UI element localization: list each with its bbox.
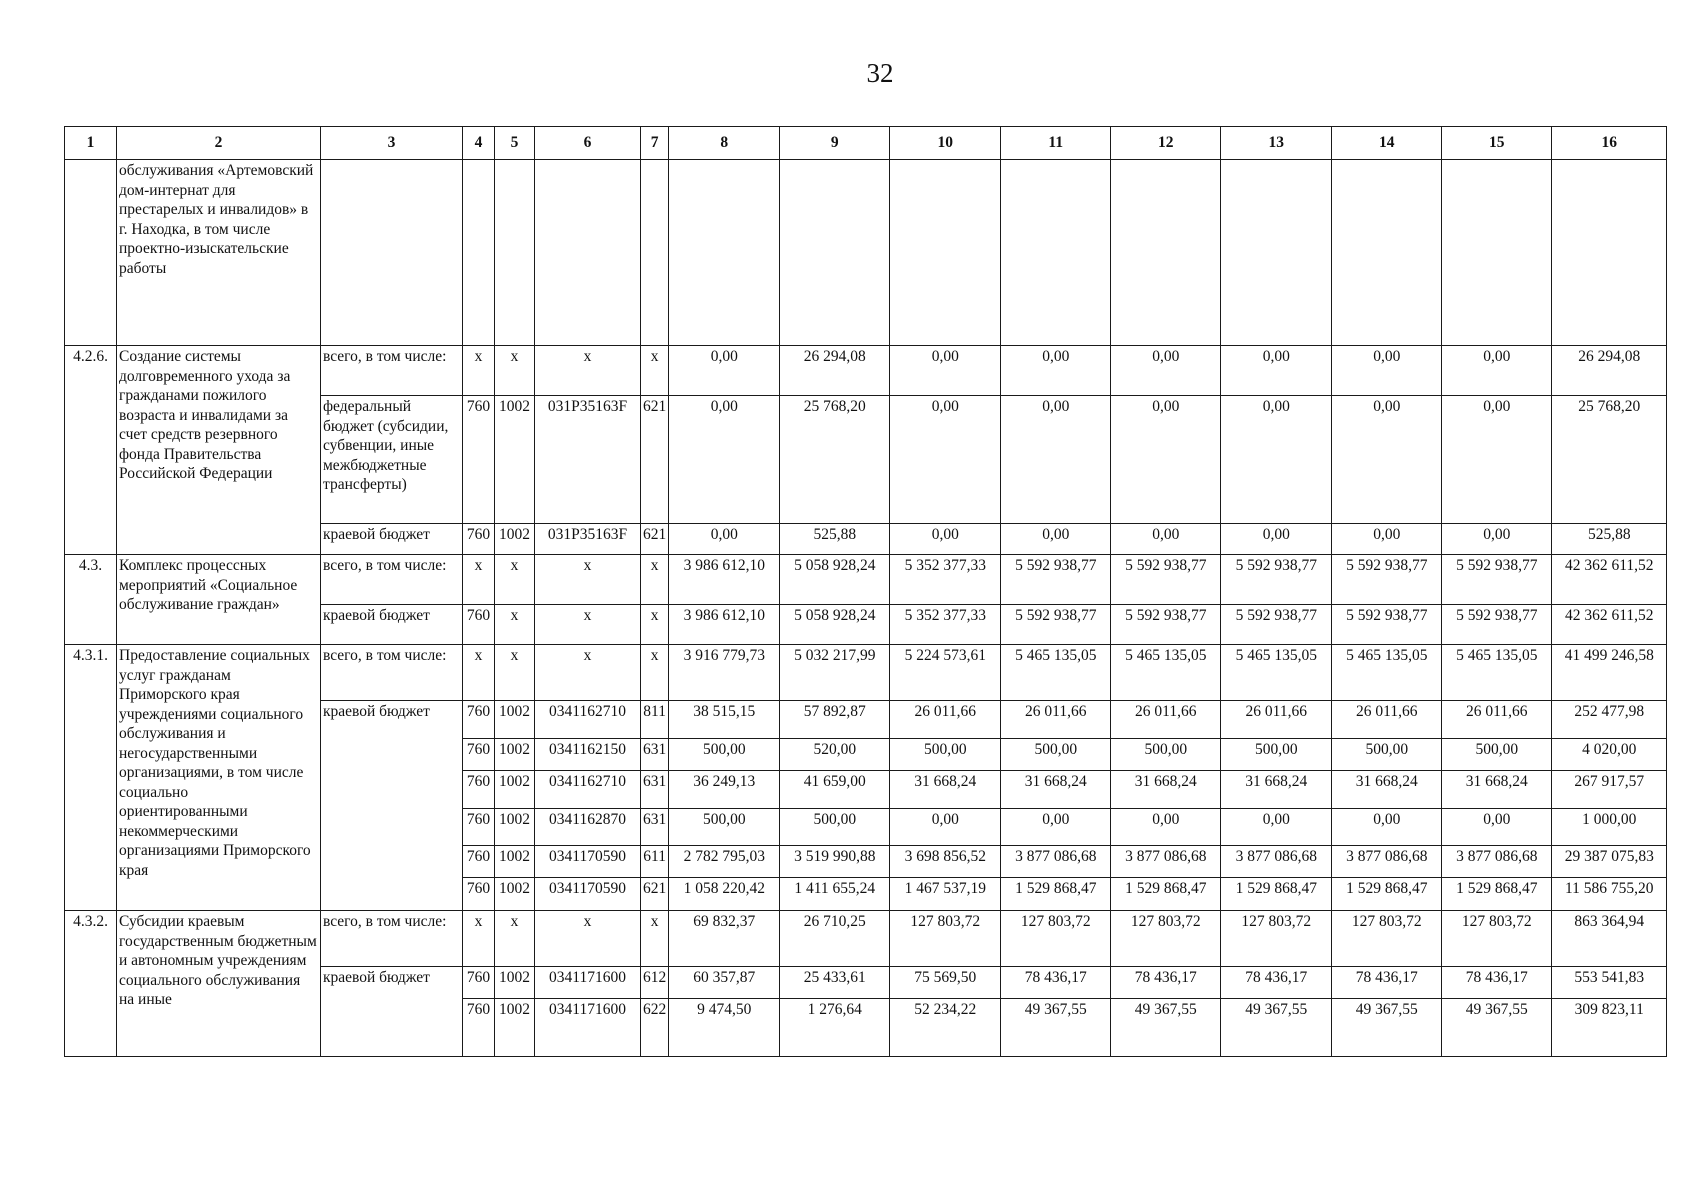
code-cell-7: 622 xyxy=(641,999,669,1057)
value-cell: 1 529 868,47 xyxy=(1221,878,1332,911)
col-header: 11 xyxy=(1001,127,1111,160)
table-row xyxy=(65,645,1667,701)
value-cell: 0,00 xyxy=(1001,346,1111,396)
value-cell: 4 020,00 xyxy=(1552,739,1667,771)
value-cell: 26 011,66 xyxy=(1442,701,1552,739)
funding-source: всего, в том числе: xyxy=(321,555,463,605)
empty-cell xyxy=(1442,160,1552,346)
code-cell-6: 0341171600 xyxy=(535,999,641,1057)
value-cell: 75 569,50 xyxy=(890,967,1001,999)
continuation-row xyxy=(65,160,1667,346)
code-cell-5: x xyxy=(495,346,535,396)
code-cell-6: x xyxy=(535,555,641,605)
col-header: 5 xyxy=(495,127,535,160)
code-cell-6: x xyxy=(535,911,641,967)
value-cell: 127 803,72 xyxy=(890,911,1001,967)
code-cell-5: 1002 xyxy=(495,878,535,911)
code-cell-4: x xyxy=(463,645,495,701)
value-cell: 1 411 655,24 xyxy=(780,878,890,911)
value-cell: 0,00 xyxy=(1001,524,1111,555)
code-cell-4: 760 xyxy=(463,771,495,809)
value-cell: 3 877 086,68 xyxy=(1442,846,1552,878)
col-header: 12 xyxy=(1111,127,1221,160)
value-cell: 26 011,66 xyxy=(1221,701,1332,739)
code-cell-5: 1002 xyxy=(495,771,535,809)
code-cell-7: x xyxy=(641,911,669,967)
empty-cell xyxy=(321,160,463,346)
empty-cell xyxy=(1332,160,1442,346)
value-cell: 1 467 537,19 xyxy=(890,878,1001,911)
value-cell: 553 541,83 xyxy=(1552,967,1667,999)
value-cell: 49 367,55 xyxy=(1221,999,1332,1057)
col-header: 3 xyxy=(321,127,463,160)
value-cell: 78 436,17 xyxy=(1221,967,1332,999)
value-cell: 252 477,98 xyxy=(1552,701,1667,739)
empty-cell xyxy=(495,160,535,346)
col-header: 2 xyxy=(117,127,321,160)
value-cell: 5 465 135,05 xyxy=(1442,645,1552,701)
value-cell: 5 592 938,77 xyxy=(1001,605,1111,645)
value-cell: 525,88 xyxy=(780,524,890,555)
code-cell-5: 1002 xyxy=(495,846,535,878)
value-cell: 0,00 xyxy=(1001,809,1111,846)
value-cell: 3 916 779,73 xyxy=(669,645,780,701)
item-number: 4.3.1. xyxy=(65,645,117,911)
code-cell-5: 1002 xyxy=(495,999,535,1057)
col-header: 16 xyxy=(1552,127,1667,160)
code-cell-6: 0341162710 xyxy=(535,771,641,809)
value-cell: 525,88 xyxy=(1552,524,1667,555)
code-cell-6: 0341162150 xyxy=(535,739,641,771)
value-cell: 0,00 xyxy=(1332,809,1442,846)
code-cell-6: x xyxy=(535,346,641,396)
value-cell: 0,00 xyxy=(1221,396,1332,524)
value-cell: 5 592 938,77 xyxy=(1221,605,1332,645)
value-cell: 2 782 795,03 xyxy=(669,846,780,878)
funding-source: всего, в том числе: xyxy=(321,346,463,396)
code-cell-4: 760 xyxy=(463,524,495,555)
value-cell: 5 352 377,33 xyxy=(890,555,1001,605)
value-cell: 500,00 xyxy=(780,809,890,846)
code-cell-5: 1002 xyxy=(495,967,535,999)
value-cell: 0,00 xyxy=(890,346,1001,396)
value-cell: 3 519 990,88 xyxy=(780,846,890,878)
value-cell: 500,00 xyxy=(1442,739,1552,771)
value-cell: 26 710,25 xyxy=(780,911,890,967)
table-row xyxy=(65,346,1667,396)
value-cell: 26 294,08 xyxy=(780,346,890,396)
value-cell: 0,00 xyxy=(1221,346,1332,396)
header-row xyxy=(65,127,1667,160)
code-cell-7: x xyxy=(641,605,669,645)
code-cell-7: 621 xyxy=(641,396,669,524)
col-header: 13 xyxy=(1221,127,1332,160)
value-cell: 0,00 xyxy=(1111,346,1221,396)
value-cell: 78 436,17 xyxy=(1001,967,1111,999)
value-cell: 127 803,72 xyxy=(1111,911,1221,967)
page-number: 32 xyxy=(866,58,894,88)
value-cell: 520,00 xyxy=(780,739,890,771)
value-cell: 5 352 377,33 xyxy=(890,605,1001,645)
value-cell: 0,00 xyxy=(1442,809,1552,846)
value-cell: 5 058 928,24 xyxy=(780,555,890,605)
item-number: 4.3.2. xyxy=(65,911,117,1057)
empty-cell xyxy=(780,160,890,346)
value-cell: 1 276,64 xyxy=(780,999,890,1057)
empty-cell xyxy=(535,160,641,346)
value-cell: 1 529 868,47 xyxy=(1332,878,1442,911)
code-cell-7: 631 xyxy=(641,809,669,846)
value-cell: 31 668,24 xyxy=(1332,771,1442,809)
code-cell-5: x xyxy=(495,605,535,645)
col-header: 4 xyxy=(463,127,495,160)
value-cell: 500,00 xyxy=(669,739,780,771)
col-header: 9 xyxy=(780,127,890,160)
item-name: Субсидии краевым государственным бюджетным и автономным учреждениям социального обслуживания на иные xyxy=(117,911,321,1057)
value-cell: 5 592 938,77 xyxy=(1332,555,1442,605)
code-cell-4: 760 xyxy=(463,739,495,771)
empty-cell xyxy=(890,160,1001,346)
value-cell: 78 436,17 xyxy=(1442,967,1552,999)
value-cell: 31 668,24 xyxy=(1001,771,1111,809)
code-cell-7: 631 xyxy=(641,771,669,809)
value-cell: 500,00 xyxy=(1111,739,1221,771)
code-cell-4: 760 xyxy=(463,605,495,645)
value-cell: 1 529 868,47 xyxy=(1111,878,1221,911)
code-cell-4: 760 xyxy=(463,878,495,911)
value-cell: 5 465 135,05 xyxy=(1221,645,1332,701)
value-cell: 5 592 938,77 xyxy=(1442,605,1552,645)
code-cell-7: 811 xyxy=(641,701,669,739)
value-cell: 0,00 xyxy=(1442,346,1552,396)
value-cell: 500,00 xyxy=(1001,739,1111,771)
empty-cell xyxy=(669,160,780,346)
value-cell: 127 803,72 xyxy=(1001,911,1111,967)
code-cell-5: x xyxy=(495,645,535,701)
value-cell: 0,00 xyxy=(890,524,1001,555)
value-cell: 69 832,37 xyxy=(669,911,780,967)
code-cell-7: x xyxy=(641,645,669,701)
value-cell: 309 823,11 xyxy=(1552,999,1667,1057)
row-number-cell xyxy=(65,160,117,346)
value-cell: 31 668,24 xyxy=(1221,771,1332,809)
code-cell-4: x xyxy=(463,555,495,605)
item-name: обслуживания «Артемовский дом-интернат для престарелых и инвалидов» в г. Находка, в том числе проектно-изыскательские работы xyxy=(117,160,321,346)
value-cell: 5 058 928,24 xyxy=(780,605,890,645)
value-cell: 26 011,66 xyxy=(1111,701,1221,739)
value-cell: 11 586 755,20 xyxy=(1552,878,1667,911)
code-cell-4: 760 xyxy=(463,846,495,878)
col-header: 1 xyxy=(65,127,117,160)
value-cell: 3 698 856,52 xyxy=(890,846,1001,878)
code-cell-6: 0341170590 xyxy=(535,878,641,911)
value-cell: 5 465 135,05 xyxy=(1001,645,1111,701)
value-cell: 0,00 xyxy=(669,524,780,555)
value-cell: 52 234,22 xyxy=(890,999,1001,1057)
col-header: 15 xyxy=(1442,127,1552,160)
code-cell-6: x xyxy=(535,605,641,645)
value-cell: 5 592 938,77 xyxy=(1332,605,1442,645)
item-number: 4.3. xyxy=(65,555,117,645)
code-cell-4: x xyxy=(463,346,495,396)
value-cell: 0,00 xyxy=(1332,524,1442,555)
table-row xyxy=(65,555,1667,605)
value-cell: 25 768,20 xyxy=(780,396,890,524)
code-cell-6: 0341162710 xyxy=(535,701,641,739)
value-cell: 0,00 xyxy=(1221,524,1332,555)
funding-source: всего, в том числе: xyxy=(321,645,463,701)
item-name: Предоставление социальных услуг гражданам Приморского края учреждениями социального обслуживания и негосударственными организациями, в том числе социально ориентированными некоммерческими организациями Приморского края xyxy=(117,645,321,911)
value-cell: 0,00 xyxy=(1111,396,1221,524)
value-cell: 863 364,94 xyxy=(1552,911,1667,967)
value-cell: 3 877 086,68 xyxy=(1001,846,1111,878)
value-cell: 25 768,20 xyxy=(1552,396,1667,524)
code-cell-6: 031P35163F xyxy=(535,396,641,524)
value-cell: 60 357,87 xyxy=(669,967,780,999)
code-cell-5: 1002 xyxy=(495,524,535,555)
empty-cell xyxy=(1001,160,1111,346)
value-cell: 5 592 938,77 xyxy=(1442,555,1552,605)
table-row xyxy=(65,911,1667,967)
col-header: 10 xyxy=(890,127,1001,160)
value-cell: 0,00 xyxy=(1001,396,1111,524)
value-cell: 127 803,72 xyxy=(1442,911,1552,967)
value-cell: 31 668,24 xyxy=(1111,771,1221,809)
code-cell-5: 1002 xyxy=(495,396,535,524)
value-cell: 0,00 xyxy=(1442,524,1552,555)
value-cell: 1 058 220,42 xyxy=(669,878,780,911)
code-cell-7: 611 xyxy=(641,846,669,878)
code-cell-5: x xyxy=(495,555,535,605)
col-header: 8 xyxy=(669,127,780,160)
value-cell: 42 362 611,52 xyxy=(1552,605,1667,645)
value-cell: 25 433,61 xyxy=(780,967,890,999)
value-cell: 49 367,55 xyxy=(1111,999,1221,1057)
value-cell: 5 592 938,77 xyxy=(1111,555,1221,605)
value-cell: 127 803,72 xyxy=(1221,911,1332,967)
value-cell: 5 592 938,77 xyxy=(1221,555,1332,605)
value-cell: 0,00 xyxy=(1221,809,1332,846)
value-cell: 57 892,87 xyxy=(780,701,890,739)
funding-source: краевой бюджет xyxy=(321,605,463,645)
col-header: 7 xyxy=(641,127,669,160)
empty-cell xyxy=(1221,160,1332,346)
value-cell: 5 465 135,05 xyxy=(1332,645,1442,701)
value-cell: 5 224 573,61 xyxy=(890,645,1001,701)
code-cell-5: 1002 xyxy=(495,701,535,739)
item-name: Комплекс процессных мероприятий «Социальное обслуживание граждан» xyxy=(117,555,321,645)
value-cell: 267 917,57 xyxy=(1552,771,1667,809)
funding-source: федеральный бюджет (субсидии, субвенции, иные межбюджетные трансферты) xyxy=(321,396,463,524)
value-cell: 0,00 xyxy=(890,809,1001,846)
funding-source: всего, в том числе: xyxy=(321,911,463,967)
value-cell: 31 668,24 xyxy=(890,771,1001,809)
value-cell: 1 529 868,47 xyxy=(1442,878,1552,911)
empty-cell xyxy=(1552,160,1667,346)
value-cell: 42 362 611,52 xyxy=(1552,555,1667,605)
funding-source: краевой бюджет xyxy=(321,701,463,911)
code-cell-6: x xyxy=(535,645,641,701)
empty-cell xyxy=(463,160,495,346)
value-cell: 41 659,00 xyxy=(780,771,890,809)
col-header: 6 xyxy=(535,127,641,160)
value-cell: 5 592 938,77 xyxy=(1001,555,1111,605)
value-cell: 0,00 xyxy=(1332,396,1442,524)
value-cell: 26 294,08 xyxy=(1552,346,1667,396)
code-cell-5: 1002 xyxy=(495,739,535,771)
value-cell: 5 032 217,99 xyxy=(780,645,890,701)
empty-cell xyxy=(1111,160,1221,346)
code-cell-5: x xyxy=(495,911,535,967)
empty-cell xyxy=(641,160,669,346)
value-cell: 0,00 xyxy=(669,346,780,396)
value-cell: 127 803,72 xyxy=(1332,911,1442,967)
value-cell: 26 011,66 xyxy=(1332,701,1442,739)
value-cell: 500,00 xyxy=(669,809,780,846)
value-cell: 26 011,66 xyxy=(890,701,1001,739)
item-number: 4.2.6. xyxy=(65,346,117,555)
table-body xyxy=(65,127,1667,1057)
col-header: 14 xyxy=(1332,127,1442,160)
value-cell: 0,00 xyxy=(890,396,1001,524)
value-cell: 3 986 612,10 xyxy=(669,605,780,645)
code-cell-6: 0341170590 xyxy=(535,846,641,878)
value-cell: 36 249,13 xyxy=(669,771,780,809)
code-cell-6: 0341162870 xyxy=(535,809,641,846)
value-cell: 78 436,17 xyxy=(1332,967,1442,999)
code-cell-7: x xyxy=(641,346,669,396)
code-cell-4: x xyxy=(463,911,495,967)
code-cell-7: x xyxy=(641,555,669,605)
code-cell-7: 621 xyxy=(641,524,669,555)
code-cell-7: 621 xyxy=(641,878,669,911)
code-cell-7: 612 xyxy=(641,967,669,999)
funding-source: краевой бюджет xyxy=(321,524,463,555)
value-cell: 500,00 xyxy=(890,739,1001,771)
budget-table xyxy=(64,126,1667,1057)
value-cell: 29 387 075,83 xyxy=(1552,846,1667,878)
code-cell-6: 0341171600 xyxy=(535,967,641,999)
value-cell: 500,00 xyxy=(1332,739,1442,771)
value-cell: 1 529 868,47 xyxy=(1001,878,1111,911)
value-cell: 0,00 xyxy=(669,396,780,524)
value-cell: 0,00 xyxy=(1442,396,1552,524)
value-cell: 0,00 xyxy=(1111,524,1221,555)
code-cell-4: 760 xyxy=(463,396,495,524)
funding-source: краевой бюджет xyxy=(321,967,463,1057)
code-cell-7: 631 xyxy=(641,739,669,771)
code-cell-4: 760 xyxy=(463,701,495,739)
value-cell: 3 877 086,68 xyxy=(1332,846,1442,878)
code-cell-4: 760 xyxy=(463,809,495,846)
value-cell: 49 367,55 xyxy=(1442,999,1552,1057)
value-cell: 38 515,15 xyxy=(669,701,780,739)
value-cell: 49 367,55 xyxy=(1001,999,1111,1057)
value-cell: 41 499 246,58 xyxy=(1552,645,1667,701)
value-cell: 1 000,00 xyxy=(1552,809,1667,846)
value-cell: 0,00 xyxy=(1332,346,1442,396)
value-cell: 0,00 xyxy=(1111,809,1221,846)
value-cell: 3 986 612,10 xyxy=(669,555,780,605)
value-cell: 3 877 086,68 xyxy=(1221,846,1332,878)
value-cell: 5 592 938,77 xyxy=(1111,605,1221,645)
value-cell: 500,00 xyxy=(1221,739,1332,771)
value-cell: 31 668,24 xyxy=(1442,771,1552,809)
item-name: Создание системы долговременного ухода за гражданами пожилого возраста и инвалидами за счет средств резервного фонда Правительства Российской Федерации xyxy=(117,346,321,555)
value-cell: 49 367,55 xyxy=(1332,999,1442,1057)
value-cell: 3 877 086,68 xyxy=(1111,846,1221,878)
code-cell-5: 1002 xyxy=(495,809,535,846)
code-cell-4: 760 xyxy=(463,967,495,999)
code-cell-6: 031P35163F xyxy=(535,524,641,555)
value-cell: 9 474,50 xyxy=(669,999,780,1057)
value-cell: 26 011,66 xyxy=(1001,701,1111,739)
value-cell: 78 436,17 xyxy=(1111,967,1221,999)
value-cell: 5 465 135,05 xyxy=(1111,645,1221,701)
code-cell-4: 760 xyxy=(463,999,495,1057)
